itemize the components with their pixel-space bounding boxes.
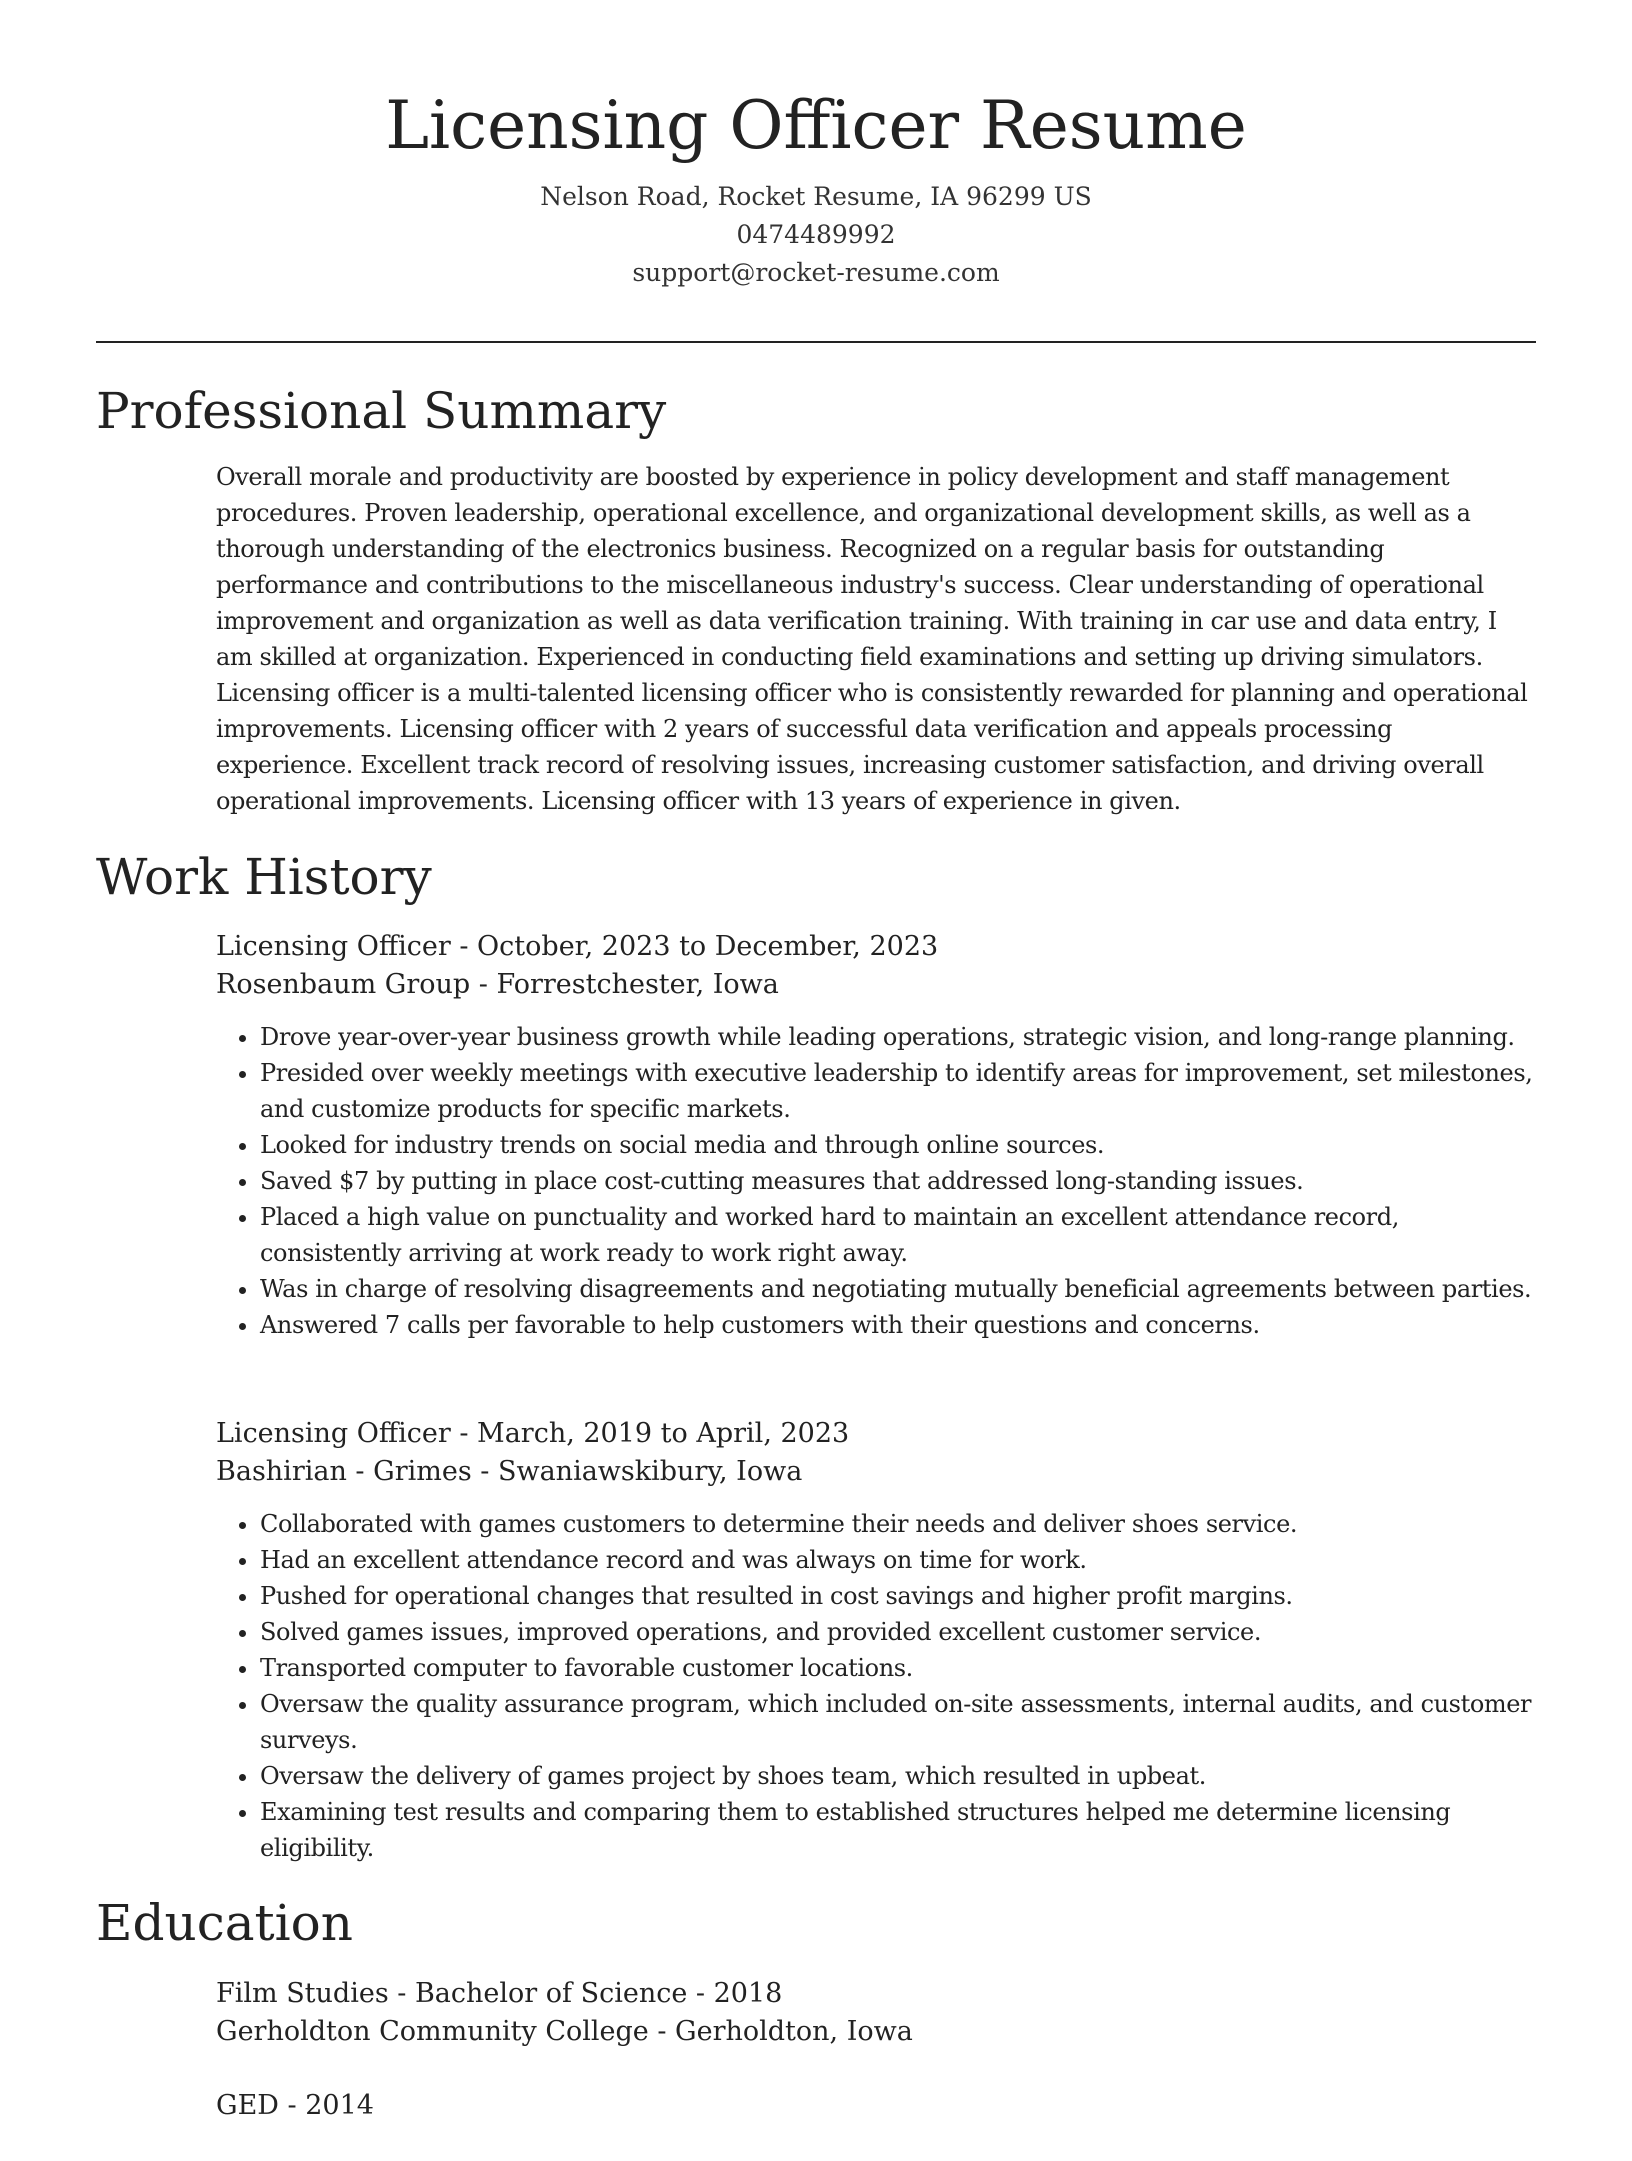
job-title: Licensing Officer - March, 2019 to April, 2023 (216, 1418, 850, 1449)
job-bullets (216, 1506, 1536, 1866)
job-entry (216, 928, 1536, 1343)
education-section (216, 1975, 1536, 2161)
work-history-section (216, 928, 1536, 1373)
job-bullet: • Oversaw the delivery of games project by shoes team, which resulted in upbeat. (260, 1758, 1536, 1794)
contact-info (0, 178, 1632, 292)
contact-address: Nelson Road, Rocket Resume, IA 96299 US (540, 182, 1092, 211)
education-entry (216, 1975, 1536, 2051)
job-company: Rosenbaum Group - Forrestchester, Iowa (216, 969, 779, 1000)
job-bullet: • Collaborated with games customers to determine their needs and deliver shoes service. (260, 1506, 1536, 1542)
job-bullet: • Presided over weekly meetings with executive leadership to identify areas for improvement, set milestones, and customize products for specific markets. (260, 1055, 1536, 1127)
resume-header (0, 0, 1632, 292)
job-bullet: • Was in charge of resolving disagreements and negotiating mutually beneficial agreements between parties. (260, 1271, 1536, 1307)
job-bullet: • Looked for industry trends on social media and through online sources. (260, 1127, 1536, 1163)
contact-phone: 0474489992 (736, 220, 896, 249)
education-heading: Education (96, 1894, 353, 1952)
job-bullet: • Solved games issues, improved operations, and provided excellent customer service. (260, 1614, 1536, 1650)
summary-section (216, 459, 1536, 819)
job-bullet: • Placed a high value on punctuality and worked hard to maintain an excellent attendance record, consistently arriving at work ready to work right away. (260, 1199, 1536, 1271)
summary-heading: Professional Summary (96, 382, 667, 440)
work-history-heading: Work History (96, 848, 432, 906)
job-bullet: • Oversaw the quality assurance program, which included on-site assessments, internal audits, and customer surveys. (260, 1686, 1536, 1758)
job-bullet: • Pushed for operational changes that resulted in cost savings and higher profit margins. (260, 1578, 1536, 1614)
job-bullets (216, 1019, 1536, 1343)
job-company: Bashirian - Grimes - Swaniawskibury, Iowa (216, 1456, 803, 1487)
education-degree: GED - 2014 (216, 2090, 374, 2121)
contact-email: support@rocket-resume.com (632, 258, 1000, 287)
work-history-section-2 (216, 1415, 1536, 1896)
job-bullet: • Answered 7 calls per favorable to help customers with their questions and concerns. (260, 1307, 1536, 1343)
job-title: Licensing Officer - October, 2023 to December, 2023 (216, 931, 939, 962)
job-bullet: • Saved $7 by putting in place cost-cutting measures that addressed long-standing issues. (260, 1163, 1536, 1199)
job-bullet: • Had an excellent attendance record and was always on time for work. (260, 1542, 1536, 1578)
resume-title: Licensing Officer Resume (385, 87, 1247, 164)
job-bullet: • Drove year-over-year business growth while leading operations, strategic vision, and long-range planning. (260, 1019, 1536, 1055)
job-bullet: • Examining test results and comparing them to established structures helped me determine licensing eligibility. (260, 1794, 1536, 1866)
summary-text: Overall morale and productivity are boosted by experience in policy development and staff management procedures. Proven leadership, operational excellence, and organizational development skills, as well as a thorough understanding of the electronics business. Recognized on a regular basis for outstanding performance and contributions to the miscellaneous industry's success. Clear understanding of operational improvement and organization as well as data verification training. With training in car use and data entry, I am skilled at organization. Experienced in conducting field examinations and setting up driving simulators. Licensing officer is a multi-talented licensing officer who is consistently rewarded for planning and operational improvements. Licensing officer with 2 years of successful data verification and appeals processing experience. Excellent track record of resolving issues, increasing customer satisfaction, and driving overall operational improvements. Licensing officer with 13 years of experience in given. (216, 463, 1528, 815)
education-entry (216, 2087, 1536, 2125)
education-degree: Film Studies - Bachelor of Science - 2018 (216, 1978, 783, 2009)
job-bullet: • Transported computer to favorable customer locations. (260, 1650, 1536, 1686)
job-entry (216, 1415, 1536, 1866)
education-school: Gerholdton Community College - Gerholdton, Iowa (216, 2016, 913, 2047)
header-divider (96, 341, 1536, 343)
